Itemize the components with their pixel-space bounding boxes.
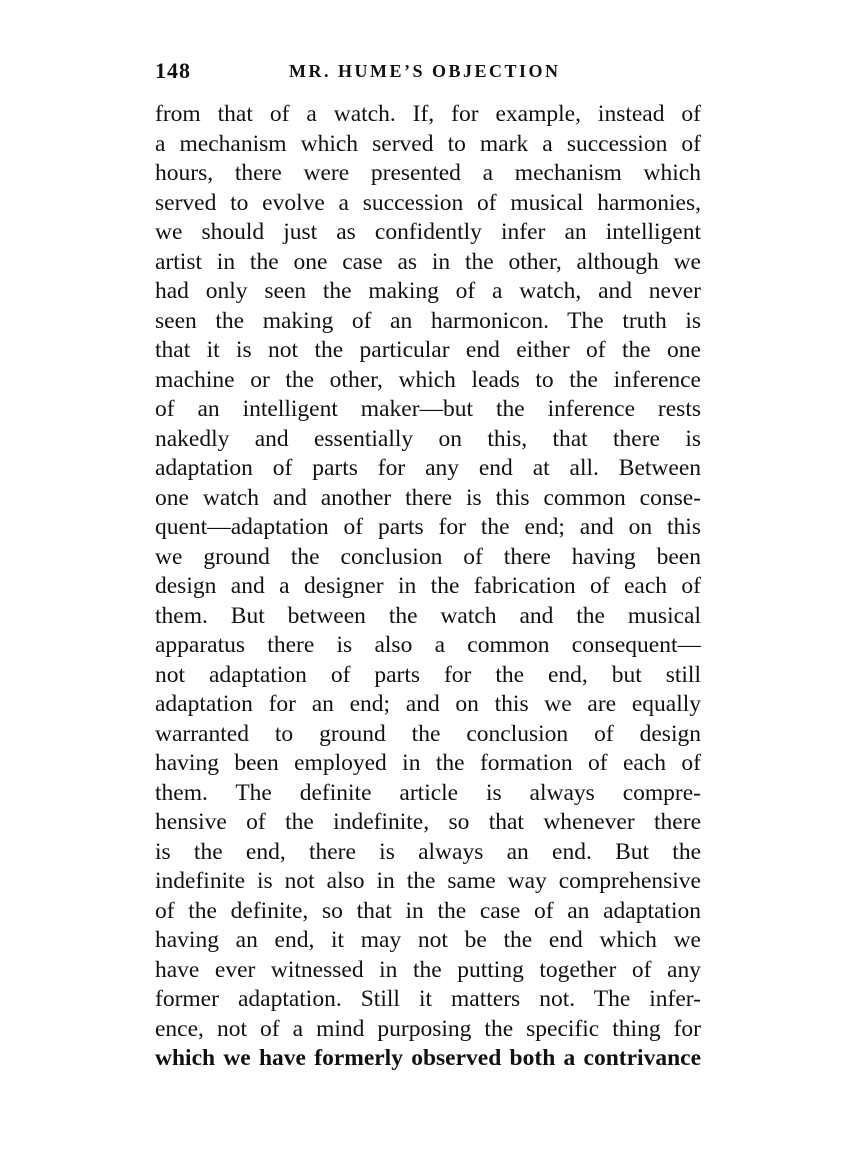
- text-line: hensive of the indefinite, so that whenever there: [155, 809, 701, 835]
- text-line: adaptation for an end; and on this we are equally: [155, 691, 701, 717]
- text-line: them. The definite article is always compre-: [155, 779, 701, 806]
- text-line: hours, there were presented a mechanism which: [155, 160, 701, 186]
- text-line: machine or the other, which leads to the inference: [155, 366, 701, 393]
- text-line: ence, not of a mind purposing the specific thing for: [155, 1015, 701, 1042]
- text-line: which we have formerly observed both a contrivance: [155, 1045, 701, 1071]
- text-line: have ever witnessed in the putting together of any: [155, 956, 701, 983]
- text-line: had only seen the making of a watch, and never: [155, 278, 701, 304]
- text-line: served to evolve a succession of musical harmonies,: [155, 189, 701, 216]
- text-line: is the end, there is always an end. But the: [155, 838, 701, 865]
- text-line: artist in the one case as in the other, although we: [155, 248, 701, 275]
- text-line: having been employed in the formation of each of: [155, 750, 701, 776]
- text-line: adaptation of parts for any end at all. Between: [155, 455, 701, 481]
- page-header: [155, 58, 700, 86]
- body-text: [155, 100, 701, 1074]
- text-line: from that of a watch. If, for example, instead of: [155, 101, 701, 127]
- text-line: seen the making of an harmonicon. The truth is: [155, 307, 701, 334]
- text-line: one watch and another there is this common conse-: [155, 484, 701, 511]
- text-line: apparatus there is also a common consequent—: [155, 632, 701, 658]
- text-line: not adaptation of parts for the end, but still: [155, 661, 701, 688]
- running-head: MR. HUME’S OBJECTION: [289, 61, 561, 81]
- text-line: them. But between the watch and the musical: [155, 602, 701, 629]
- page-number: 148: [155, 58, 191, 83]
- text-line: a mechanism which served to mark a succession of: [155, 130, 701, 157]
- text-line: having an end, it may not be the end which we: [155, 927, 701, 953]
- text-line: we ground the conclusion of there having been: [155, 543, 701, 570]
- text-line: that it is not the particular end either of the one: [155, 337, 701, 363]
- text-line: quent—adaptation of parts for the end; and on this: [155, 514, 701, 540]
- text-line: of the definite, so that in the case of an adaptation: [155, 897, 701, 924]
- text-line: indefinite is not also in the same way comprehensive: [155, 868, 701, 894]
- text-line: we should just as confidently infer an intelligent: [155, 219, 701, 245]
- text-line: design and a designer in the fabrication of each of: [155, 573, 701, 599]
- text-line: of an intelligent maker—but the inference rests: [155, 396, 701, 422]
- text-line: warranted to ground the conclusion of design: [155, 720, 701, 747]
- text-line: former adaptation. Still it matters not. The infer-: [155, 986, 701, 1012]
- text-line: nakedly and essentially on this, that there is: [155, 425, 701, 452]
